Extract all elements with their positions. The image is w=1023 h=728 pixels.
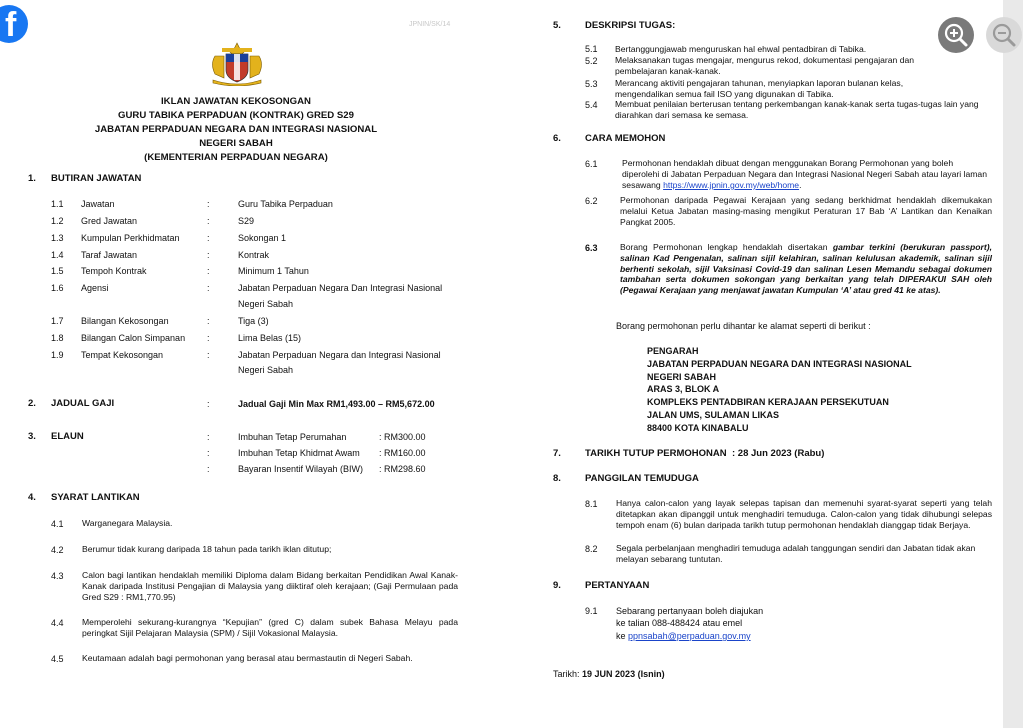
colon: : [207, 199, 210, 209]
item-number: 4.3 [51, 571, 64, 581]
address-line: JABATAN PERPADUAN NEGARA DAN INTEGRASI NASIONAL [647, 358, 912, 369]
item-number: 1.7 [51, 316, 64, 326]
section-number: 8. [553, 473, 561, 484]
section-title: SYARAT LANTIKAN [51, 492, 140, 503]
enquiry-text: ke talian 088-488424 atau emel [616, 618, 743, 628]
zoom-in-icon [938, 17, 974, 53]
colon: : [207, 350, 210, 360]
field-label: Jawatan [81, 199, 115, 209]
section-title: JADUAL GAJI [51, 398, 115, 409]
allowance-label: Bayaran Insentif Wilayah (BIW) [238, 464, 364, 474]
zoom-out-icon [986, 17, 1022, 53]
reference-number: JPNIN/SK/14 [409, 21, 451, 28]
item-number: 8.1 [585, 499, 598, 509]
item-number: 5.2 [585, 56, 598, 66]
field-label: Gred Jawatan [81, 216, 138, 226]
allowance-value: : RM160.00 [379, 448, 426, 458]
section-title: CARA MEMOHON [585, 133, 666, 144]
allowance-label: Imbuhan Tetap Khidmat Awam [238, 448, 360, 458]
facebook-icon[interactable]: f [0, 5, 28, 43]
colon: : [207, 233, 210, 243]
item-number: 5.1 [585, 44, 598, 54]
coat-of-arms-icon [207, 40, 267, 86]
address-line: 88400 KOTA KINABALU [647, 422, 749, 433]
header-line: GURU TABIKA PERPADUAN (KONTRAK) GRED S29 [118, 110, 354, 121]
scrollbar[interactable] [1003, 0, 1023, 728]
item-number: 4.2 [51, 545, 64, 555]
zoom-in-button[interactable] [938, 17, 974, 53]
section-title: ELAUN [51, 431, 84, 442]
section-number: 4. [28, 492, 36, 503]
item-number: 4.5 [51, 654, 64, 664]
enquiry-email-line [616, 630, 751, 642]
field-label: Tempoh Kontrak [81, 266, 147, 276]
mailing-address [647, 345, 912, 435]
item-number: 1.3 [51, 233, 64, 243]
field-value: Negeri Sabah [238, 299, 294, 309]
colon: : [207, 448, 210, 458]
field-value: Negeri Sabah [238, 365, 294, 375]
section-number: 6. [553, 133, 561, 144]
requirement-text: Berumur tidak kurang daripada 18 tahun pada tarikh iklan ditutup; [82, 544, 332, 554]
colon: : [207, 266, 210, 276]
item-number: 1.5 [51, 266, 64, 276]
item-number: 9.1 [585, 606, 598, 616]
field-label: Taraf Jawatan [81, 250, 138, 260]
item-number: 1.6 [51, 283, 64, 293]
item-number: 5.4 [585, 100, 598, 110]
send-instruction: Borang permohonan perlu dihantar ke alamat seperti di berikut : [616, 321, 871, 331]
section-number: 5. [553, 20, 561, 31]
address-line: ARAS 3, BLOK A [647, 384, 720, 395]
colon: : [207, 250, 210, 260]
field-label: Agensi [81, 283, 109, 293]
field-value: S29 [238, 216, 255, 226]
date-label: Tarikh: [553, 669, 580, 679]
colon: : [207, 464, 210, 474]
task-text: Merancang aktiviti pengajaran tahunan, menyiapkan laporan bulanan kelas, mengendalikan semua fail ISO yang digunakan di Tabika. [615, 78, 904, 99]
apply-documents-lead: Borang Permohonan lengkap hendaklah disertakan [620, 242, 828, 252]
field-value: Lima Belas (15) [238, 333, 302, 343]
requirement-text: Warganegara Malaysia. [82, 518, 173, 528]
section-number: 7. [553, 448, 561, 459]
item-number: 4.4 [51, 618, 64, 628]
interview-text: Segala perbelanjaan menghadiri temuduga adalah tanggungan sendiri dan Jabatan tidak akan melayan sebarang tuntutan. [616, 543, 976, 564]
field-value: Jabatan Perpaduan Negara Dan Integrasi Nasional [238, 283, 443, 293]
zoom-out-button[interactable] [986, 17, 1022, 53]
apply-documents-list: gambar terkini (berukuran passport), salinan Kad Pengenalan, salinan sijil kelahiran, salinan kelulusan akademik, salinan sijil berhenti sekolah, sijil Vaksinasi Covid-19 dan salinan Lesen Memandu sebagai dokumen tambahan serta dokumen sokongan yang berkaitan yang telah DIPERAKUI SAH oleh (Pegawai Kerajaan yang menjawat jawatan Kumpulan ‘A’ atau gred 41 ke atas). [620, 242, 992, 296]
date-line [553, 668, 665, 680]
address-line: KOMPLEKS PENTADBIRAN KERAJAAN PERSEKUTUAN [647, 397, 889, 408]
apply-text: Permohonan daripada Pegawai Kerajaan yang sedang berkhidmat hendaklah dikemukakan melalui Ketua Jabatan masing-masing mengikut Peraturan 17 Bab ‘A’ Lantikan dan Kenaikan Pangkat 2005. [620, 195, 992, 227]
address-line: JALAN UMS, SULAMAN LIKAS [647, 409, 779, 420]
colon: : [207, 432, 210, 442]
address-line: PENGARAH [647, 346, 699, 356]
apply-documents-text [620, 242, 992, 296]
requirement-text: Keutamaan adalah bagi permohonan yang berasal atau bermastautin di Negeri Sabah. [82, 653, 413, 663]
interview-text: Hanya calon-calon yang layak selepas tapisan dan memenuhi syarat-syarat seperti yang telah ditetapkan akan dipanggil untuk menghadiri temuduga. Calon-calon yang tidak dihubungi selepas tempoh enam (6) bulan daripada tarikh tutup permohonan hendaklah dianggap tidak Berjaya. [616, 498, 992, 530]
section-title: PANGGILAN TEMUDUGA [585, 473, 699, 484]
header-line: NEGERI SABAH [199, 138, 273, 149]
email-link[interactable]: ppnsabah@perpaduan.gov.my [628, 631, 751, 641]
requirement-text: Memperolehi sekurang-kurangnya “Kepujian” (gred C) dalam subek Bahasa Melayu pada peringkat Sijil Pelajaran Malaysia (SPM) / Sijil Vokasional Malaysia. [82, 617, 458, 638]
field-value: Sokongan 1 [238, 233, 287, 243]
apply-text-body: Permohonan hendaklah dibuat dengan menggunakan Borang Permohonan yang boleh diperolehi di Jabatan Perpaduan Negara dan Integrasi Nasional Negeri Sabah atau layari laman sesawang [622, 158, 987, 190]
colon: : [207, 333, 210, 343]
item-number: 1.4 [51, 250, 64, 260]
colon: : [207, 216, 210, 226]
doc-header [0, 95, 472, 165]
section-title: PERTANYAAN [585, 580, 650, 591]
colon: : [207, 283, 210, 293]
allowance-value: : RM300.00 [379, 432, 426, 442]
header-line: (KEMENTERIAN PERPADUAN NEGARA) [144, 152, 328, 163]
field-label: Tempat Kekosongan [81, 350, 164, 360]
task-text: Membuat penilaian berterusan tentang perkembangan kanak-kanak serta tugas-tugas lain yang diarahkan dari semasa ke semasa. [615, 99, 979, 120]
allowance-label: Imbuhan Tetap Perumahan [238, 432, 347, 442]
task-text: Bertanggungjawab menguruskan hal ehwal pentadbiran di Tabika. [615, 44, 867, 54]
field-value: Minimum 1 Tahun [238, 266, 309, 276]
section-title: BUTIRAN JAWATAN [51, 173, 142, 184]
colon: : [207, 399, 210, 409]
field-label: Bilangan Calon Simpanan [81, 333, 186, 343]
item-number: 6.1 [585, 159, 598, 169]
enquiry-text: ke [616, 631, 626, 641]
item-number: 8.2 [585, 544, 598, 554]
item-number: 6.2 [585, 196, 598, 206]
header-line: JABATAN PERPADUAN NEGARA DAN INTEGRASI NASIONAL [94, 124, 378, 135]
section-title: DESKRIPSI TUGAS: [585, 20, 676, 31]
task-text: Melaksanakan tugas mengajar, mengurus rekod, dokumentasi pengajaran dan pembelajaran kanak-kanak. [615, 55, 915, 76]
jpnin-website-link[interactable]: https://www.jpnin.gov.my/web/home [663, 180, 800, 190]
item-number: 6.3 [585, 243, 598, 253]
field-value: Tiga (3) [238, 316, 269, 326]
date-value: 19 JUN 2023 (Isnin) [582, 669, 665, 679]
item-number: 4.1 [51, 519, 64, 529]
enquiry-text: Sebarang pertanyaan boleh diajukan [616, 606, 764, 616]
requirement-text: Calon bagi lantikan hendaklah memiliki Diploma dalam Bidang berkaitan Pendidikan Awal Kanak-Kanak daripada Institusi Pengajian di Malaysia yang diiktiraf oleh kerajaan; (Gaji Permulaan pada Gred S29 : RM1,770.95) [82, 570, 458, 602]
closing-date: : 28 Jun 2023 (Rabu) [732, 448, 825, 459]
allowance-value: : RM298.60 [379, 464, 426, 474]
field-value: Guru Tabika Perpaduan [238, 199, 333, 209]
address-line: NEGERI SABAH [647, 371, 717, 382]
colon: : [207, 316, 210, 326]
item-number: 1.2 [51, 216, 64, 226]
section-number: 3. [28, 431, 36, 442]
item-number: 1.9 [51, 350, 64, 360]
item-number: 5.3 [585, 79, 598, 89]
field-label: Bilangan Kekosongan [81, 316, 169, 326]
header-line: IKLAN JAWATAN KEKOSONGAN [161, 96, 311, 107]
item-number: 1.8 [51, 333, 64, 343]
section-title: TARIKH TUTUP PERMOHONAN [585, 448, 727, 459]
item-number: 1.1 [51, 199, 64, 209]
field-value: Jabatan Perpaduan Negara dan Integrasi Nasional [238, 350, 441, 360]
section-number: 2. [28, 398, 36, 409]
section-number: 9. [553, 580, 561, 591]
apply-text: Permohonan hendaklah dibuat dengan menggunakan Borang Permohonan yang boleh diperolehi di Jabatan Perpaduan Negara dan Integrasi Nasional Negeri Sabah atau layari laman sesawang https://www.jpnin.gov.my/web/home. [622, 158, 987, 190]
salary-value: Jadual Gaji Min Max RM1,493.00 – RM5,672.00 [238, 399, 435, 409]
field-label: Kumpulan Perkhidmatan [81, 233, 180, 243]
section-number: 1. [28, 173, 36, 184]
field-value: Kontrak [238, 250, 270, 260]
